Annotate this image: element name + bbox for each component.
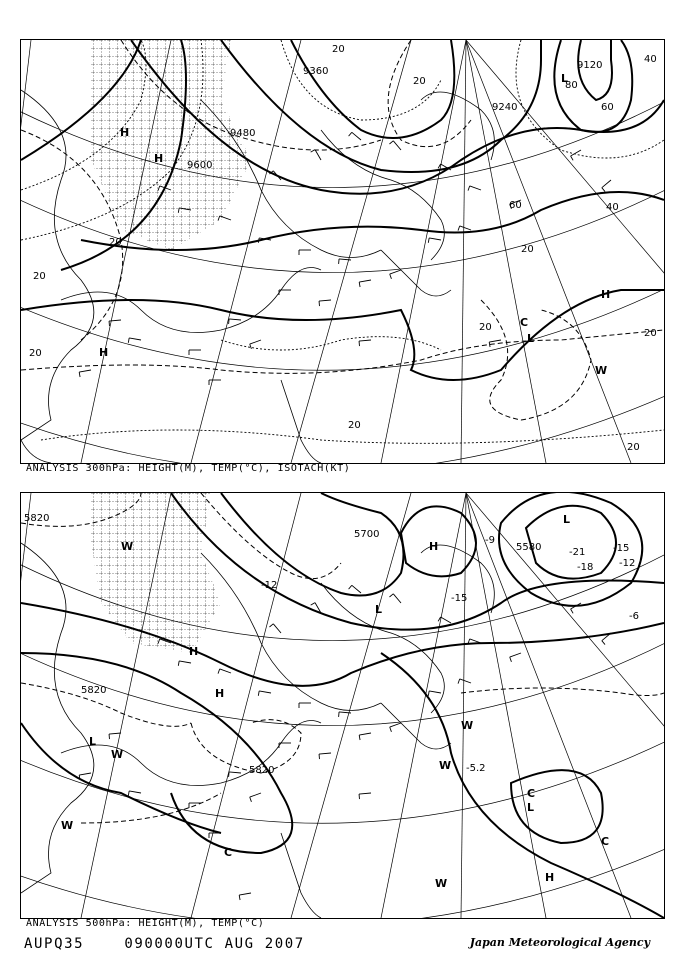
wind-barb-feather	[359, 282, 360, 287]
coastlines	[21, 543, 494, 918]
temp-label: -6	[629, 611, 639, 622]
wind-barb-feather	[428, 238, 429, 243]
wind-barb-feather	[458, 226, 460, 231]
cold-marker: C	[527, 787, 536, 800]
caption-300hpa: ANALYSIS 300hPa: HEIGHT(M), TEMP(°C), ISOTACH(KT)	[26, 463, 351, 474]
height-label: 9240	[492, 102, 518, 113]
isotach-label: 20	[413, 76, 426, 87]
cold-air-hatch	[91, 493, 221, 653]
wind-barb	[79, 773, 91, 775]
agency-name: Japan Meteorological Agency	[469, 936, 650, 949]
low-marker: L	[89, 735, 97, 748]
wind-barb-feather	[250, 797, 252, 802]
wind-barb	[319, 753, 331, 754]
wind-barb	[319, 300, 331, 301]
wind-barb	[393, 141, 401, 150]
height-label: 5820	[249, 765, 275, 776]
low-marker: L	[527, 332, 535, 345]
wind-barb	[460, 226, 471, 230]
wind-barb-feather	[250, 344, 252, 349]
temp-labels-500	[261, 535, 639, 774]
wind-barb	[339, 259, 351, 260]
chart-code	[24, 936, 305, 952]
warm-marker: W	[121, 540, 134, 553]
warm-marker: W	[439, 759, 452, 772]
temp-label: -9	[485, 535, 495, 546]
wind-barb-feather	[428, 691, 429, 696]
wind-barb	[259, 691, 271, 693]
wind-barb	[220, 669, 231, 673]
isotach-label: 60	[601, 102, 614, 113]
wind-barb	[359, 340, 371, 341]
temp-label: -12	[619, 558, 636, 569]
wind-barb-feather	[602, 188, 605, 192]
wind-barb-feather	[239, 895, 240, 900]
chart-code-id: AUPQ35	[24, 936, 85, 952]
isotach-label: 20	[348, 420, 361, 431]
wind-barb-feather	[571, 156, 574, 160]
high-marker: W	[461, 719, 474, 732]
temp-label: -12	[261, 580, 278, 591]
warm-marker: W	[61, 819, 74, 832]
wind-barb-feather	[389, 141, 393, 144]
high-marker: H	[120, 126, 130, 139]
wind-barb-feather	[390, 727, 392, 732]
height-label: 5820	[24, 513, 50, 524]
wind-barb-feather	[349, 585, 352, 589]
isotach-label: 40	[606, 202, 619, 213]
wind-barb-feather	[258, 691, 259, 696]
wind-barb-feather	[311, 603, 315, 606]
high-marker: H	[154, 152, 164, 165]
wind-barb-feather	[128, 338, 129, 343]
map-panel-300hpa	[20, 39, 665, 464]
wind-barb-feather	[510, 657, 512, 662]
cold-marker: C	[224, 846, 233, 859]
wind-barb	[352, 132, 361, 140]
wind-barb	[489, 340, 501, 342]
low-marker: L	[561, 72, 569, 85]
wind-barb	[179, 661, 191, 663]
high-marker: H	[601, 288, 611, 301]
isotach-label: 20	[29, 348, 42, 359]
wind-barb	[359, 733, 371, 735]
wind-barb	[429, 238, 441, 240]
wind-barb-feather	[349, 132, 352, 136]
map-500hpa-svg	[21, 493, 664, 918]
wind-barb	[109, 320, 121, 321]
valid-datetime: 090000UTC AUG 2007	[124, 936, 305, 952]
map-300hpa-svg	[21, 40, 664, 463]
isotach-label: 20	[479, 322, 492, 333]
wind-barb	[109, 733, 121, 734]
isotach-label: 20	[627, 442, 640, 453]
height-label: 9120	[577, 60, 603, 71]
isotach-label: 20	[332, 44, 345, 55]
warm-marker: W	[111, 748, 124, 761]
wind-barb	[393, 594, 401, 603]
cold-marker: C	[520, 316, 529, 329]
height-label: 9360	[303, 66, 329, 77]
temp-label: -21	[569, 547, 586, 558]
wind-barb	[510, 653, 521, 657]
map-panel-500hpa	[20, 492, 665, 919]
wind-barb	[602, 180, 611, 188]
wind-barb	[390, 270, 401, 274]
height-label: 5580	[516, 542, 542, 553]
wind-barb-feather	[389, 594, 393, 597]
height-label: 9600	[187, 160, 213, 171]
low-marker: L	[527, 801, 535, 814]
wind-barb	[441, 617, 451, 623]
wind-barb-feather	[602, 641, 605, 645]
wind-barb-feather	[178, 661, 179, 666]
wind-barb-feather	[390, 274, 392, 279]
wind-barb-feather	[468, 186, 470, 191]
wind-barb	[359, 280, 371, 282]
cold-marker: C	[601, 835, 610, 848]
wind-barb	[273, 624, 281, 633]
warm-marker: W	[595, 364, 608, 377]
low-marker: L	[563, 513, 571, 526]
wind-barb	[429, 691, 441, 693]
high-marker: H	[429, 540, 439, 553]
wind-barb-feather	[128, 791, 129, 796]
wind-barb	[250, 793, 261, 797]
isotach-label: 60	[509, 200, 522, 211]
isotach-label: 20	[521, 244, 534, 255]
wind-barb	[250, 340, 261, 344]
isotach-label: 20	[33, 271, 46, 282]
wind-barb-feather	[571, 609, 574, 613]
wind-barb	[229, 319, 241, 320]
wind-barb-feather	[258, 238, 259, 243]
wind-barb-feather	[269, 624, 273, 627]
temp-label: -5.2	[466, 763, 486, 774]
high-marker: H	[215, 687, 225, 700]
wind-barb-feather	[359, 735, 360, 740]
wind-barb	[229, 772, 241, 773]
wind-barb	[470, 186, 481, 190]
wind-barb	[129, 791, 141, 793]
wind-barb-feather	[218, 669, 220, 674]
temp-label: -18	[577, 562, 594, 573]
high-marker: H	[189, 645, 199, 658]
isotach-label: 40	[644, 54, 657, 65]
high-marker: H	[99, 346, 109, 359]
height-label: 5820	[81, 685, 107, 696]
low-marker: L	[375, 603, 383, 616]
wind-barb	[79, 370, 91, 372]
high-marker: H	[545, 871, 555, 884]
height-label: 9480	[230, 128, 256, 139]
isotach-label: 20	[644, 328, 657, 339]
warm-marker: W	[435, 877, 448, 890]
wind-barb	[352, 585, 361, 593]
isotach-label: 20	[109, 237, 122, 248]
wind-barb-feather	[79, 372, 80, 377]
wind-barb	[460, 679, 471, 683]
wind-barb-feather	[489, 342, 490, 347]
height-label: 5700	[354, 529, 380, 540]
wind-barb	[359, 793, 371, 794]
wind-barb	[239, 893, 251, 895]
wind-barb	[390, 723, 401, 727]
wind-barb-feather	[458, 679, 460, 684]
temp-label: -15	[451, 593, 468, 604]
wind-barb-feather	[311, 150, 315, 153]
isotach-label: 80	[565, 80, 578, 91]
caption-500hpa: ANALYSIS 500hPa: HEIGHT(M), TEMP(°C)	[26, 918, 265, 929]
wind-barb	[129, 338, 141, 340]
wind-barb	[315, 150, 321, 160]
temp-label: -15	[613, 543, 630, 554]
